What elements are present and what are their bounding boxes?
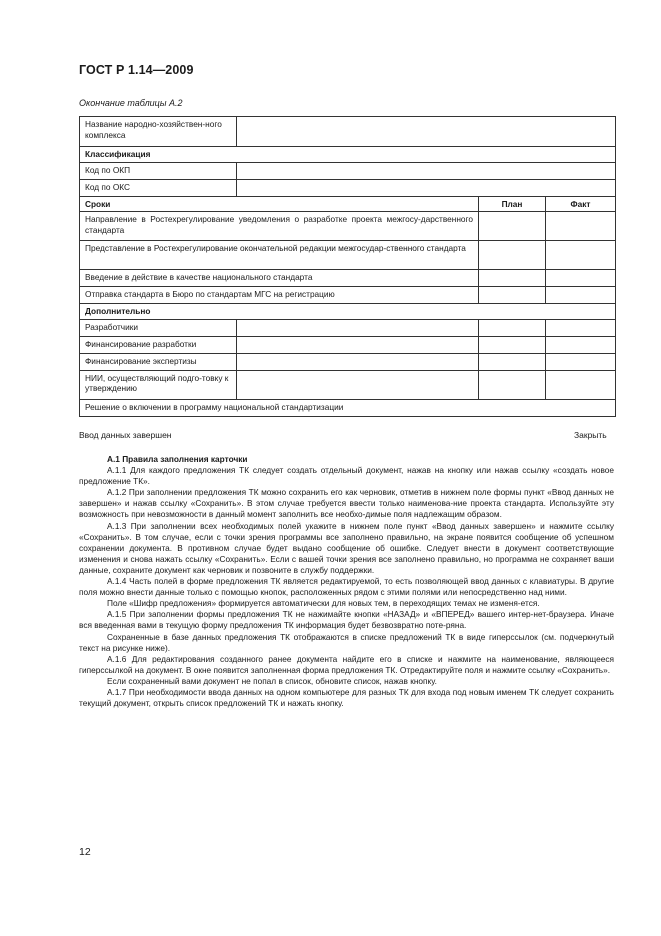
term-enactment-label: Введение в действие в качестве национального стандарта xyxy=(80,270,479,287)
table-row xyxy=(80,353,616,370)
paragraph: А.1.7 При необходимости ввода данных на одном компьютере для разных ТК для входа под новым именем ТК следует сохранить текущий документ, открыть список предложений ТК и нажать кнопку. xyxy=(79,686,614,709)
paragraph: Если сохраненный вами документ не попал в список, обновите список, нажав кнопку. xyxy=(107,675,437,686)
okp-code-field[interactable] xyxy=(237,162,616,179)
economic-complex-field[interactable] xyxy=(237,117,616,147)
term-registration-label: Отправка стандарта в Бюро по стандартам МГС на регистрацию xyxy=(80,287,479,304)
expertise-funding-label: Финансирование экспертизы xyxy=(80,353,237,370)
dev-funding-fact[interactable] xyxy=(546,336,616,353)
table-row xyxy=(80,162,616,179)
proposal-form-table xyxy=(79,116,616,417)
table-row xyxy=(80,212,616,241)
research-institute-field[interactable] xyxy=(237,370,479,399)
developers-plan[interactable] xyxy=(479,319,546,336)
program-decision-field[interactable]: Решение о включении в программу национальной стандартизации xyxy=(80,399,616,416)
okp-code-label: Код по ОКП xyxy=(80,162,237,179)
expertise-funding-plan[interactable] xyxy=(479,353,546,370)
term-enactment-fact[interactable] xyxy=(546,270,616,287)
table-row xyxy=(80,287,616,304)
term-registration-fact[interactable] xyxy=(546,287,616,304)
term-notification-label: Направление в Ростехрегулирование уведомления о разработке проекта межгосу-дарственного стандарта xyxy=(80,212,479,241)
term-notification-plan[interactable] xyxy=(479,212,546,241)
terms-section: Сроки xyxy=(80,196,479,212)
expertise-funding-field[interactable] xyxy=(237,353,479,370)
expertise-funding-fact[interactable] xyxy=(546,353,616,370)
developers-label: Разработчики xyxy=(80,319,237,336)
data-entry-complete-option[interactable]: Ввод данных завершен xyxy=(79,430,172,440)
table-row xyxy=(80,241,616,270)
term-notification-fact[interactable] xyxy=(546,212,616,241)
research-institute-fact[interactable] xyxy=(546,370,616,399)
instructions-body xyxy=(79,454,614,709)
paragraph: А.1.2 При заполнении предложения ТК можно сохранить его как черновик, отметив в нижнем поле формы пункт «Ввод данных не завершен» и нажав ссылку «Сохранить». В этом случае требуется ввести только наименова-ние проекта стандарта. Используйте эту возможность при невозможности в данный момент заполнить все необхо-димые поля надлежащим образом. xyxy=(79,487,614,520)
document-code: ГОСТ Р 1.14—2009 xyxy=(79,63,194,77)
table-row xyxy=(80,270,616,287)
paragraph: А.1.5 При заполнении формы предложения ТК не нажимайте кнопки «НАЗАД» и «ВПЕРЕД» вашего интер-нет-браузера. Иначе вся введенная вами в текущую форму предложения ТК информация будет безвозвратно поте-ряна. xyxy=(79,609,614,631)
table-row xyxy=(80,319,616,336)
term-final-edition-plan[interactable] xyxy=(479,241,546,270)
paragraph: А.1.6 Для редактирования созданного ранее документа найдите его в списке и нажмите на наименование, являющееся гиперссылкой на документ. В окне появится заполненная форма предложения ТК. Отредактируйте поля и нажмите ссылку «Сохранить». xyxy=(79,653,614,675)
term-final-edition-fact[interactable] xyxy=(546,241,616,270)
research-institute-plan[interactable] xyxy=(479,370,546,399)
table-row xyxy=(80,399,616,416)
paragraph: Сохраненные в базе данных предложения ТК отображаются в списке предложений ТК в виде гиперссылок (см. подчеркнутый текст на рисунке ниже). xyxy=(79,631,614,653)
additional-section: Дополнительно xyxy=(80,304,616,320)
developers-fact[interactable] xyxy=(546,319,616,336)
table-row xyxy=(80,370,616,399)
developers-field[interactable] xyxy=(237,319,479,336)
table-caption: Окончание таблицы А.2 xyxy=(79,98,183,108)
term-final-edition-label: Представление в Ростехрегулирование окончательной редакции межгосудар-ственного стандарта xyxy=(80,241,479,270)
dev-funding-label: Финансирование разработки xyxy=(80,336,237,353)
dev-funding-field[interactable] xyxy=(237,336,479,353)
paragraph: А.1.1 Для каждого предложения ТК следует создать отдельный документ, нажав на кнопку или нажав ссылку «создать новое предложение ТК». xyxy=(79,465,614,487)
page-number: 12 xyxy=(79,846,91,858)
section-heading: А.1 Правила заполнения карточки xyxy=(107,454,248,464)
oks-code-label: Код по ОКС xyxy=(80,179,237,196)
plan-column-header: План xyxy=(479,196,546,212)
table-row xyxy=(80,304,616,320)
dev-funding-plan[interactable] xyxy=(479,336,546,353)
paragraph: Поле «Шифр предложения» формируется автоматически для новых тем, в переходящих темах не изменя-ется. xyxy=(107,598,540,609)
table-row xyxy=(80,147,616,163)
paragraph: А.1.4 Часть полей в форме предложения ТК является редактируемой, то есть позволяющей ввод данных с клавиатуры. В другие поля можно внести данные только с помощью кнопок, расположенных рядом с этими полями или непосредственно над ними. xyxy=(79,576,614,598)
oks-code-field[interactable] xyxy=(237,179,616,196)
research-institute-label: НИИ, осуществляющий подго-товку к утверждению xyxy=(80,370,237,399)
economic-complex-label: Название народно-хозяйствен-ного комплекса xyxy=(80,117,237,147)
term-registration-plan[interactable] xyxy=(479,287,546,304)
fact-column-header: Факт xyxy=(546,196,616,212)
paragraph: А.1.3 При заполнении всех необходимых полей укажите в нижнем поле пункт «Ввод данных завершен» и нажмите ссылку «Сохранить». В том случае, если с точки зрения программы все заполнено правильно, на экране появится сообщение об успешном сохранении документа. В противном случае будет выдано сообщение об ошибке. Следует внести в документ соответствующие изменения и снова нажать ссылку «Сохранить». Если с вашей точки зрения все заполнено правильно, но программа не сохраняет ваши данные, сохраните документ как черновик и позвоните в службу поддержки. xyxy=(79,520,614,575)
table-row xyxy=(80,336,616,353)
term-enactment-plan[interactable] xyxy=(479,270,546,287)
classification-section: Классификация xyxy=(80,147,616,163)
close-link[interactable]: Закрыть xyxy=(574,430,607,440)
table-row xyxy=(80,117,616,147)
table-row xyxy=(80,179,616,196)
table-row xyxy=(80,196,616,212)
